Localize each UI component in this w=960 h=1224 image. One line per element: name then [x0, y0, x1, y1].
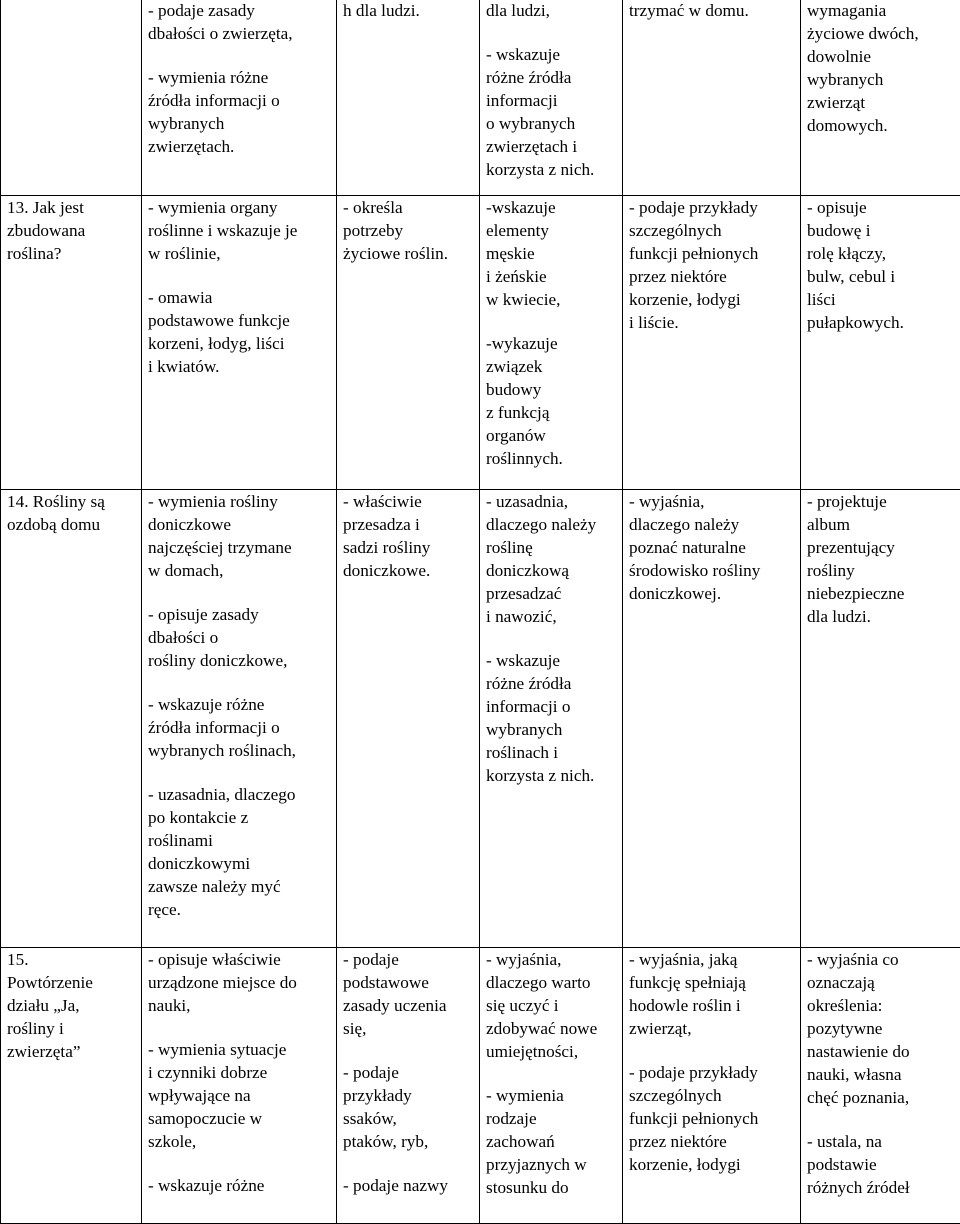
cell-basic-requirements — [142, 948, 337, 1224]
paragraph-gap — [343, 1040, 475, 1061]
cell-basic-requirements — [142, 196, 337, 490]
paragraph-gap — [343, 1153, 475, 1174]
paragraph-gap — [486, 22, 618, 43]
cell-intermediate-requirements — [480, 490, 623, 948]
cell-topic — [1, 948, 142, 1224]
cell-extended-requirements — [337, 948, 480, 1224]
cell-paragraph: - podaje przykłady szczególnych funkcji pełnionych przez niektóre korzenie, łodygi — [629, 1061, 796, 1176]
cell-topic — [1, 490, 142, 948]
cell-paragraph: - określa potrzeby życiowe roślin. — [343, 196, 475, 265]
table-row — [1, 490, 960, 948]
cell-paragraph: - wskazuje różne — [148, 1174, 332, 1197]
cell-paragraph: - właściwie przesadza i sadzi rośliny doniczkowe. — [343, 490, 475, 582]
cell-intermediate-requirements — [480, 948, 623, 1224]
table-row — [1, 196, 960, 490]
paragraph-gap — [486, 311, 618, 332]
cell-advanced-requirements — [623, 0, 801, 196]
paragraph-gap — [148, 45, 332, 66]
cell-paragraph: - wyjaśnia, dlaczego należy poznać naturalne środowisko rośliny doniczkowej. — [629, 490, 796, 605]
cell-paragraph: - wymienia organy roślinne i wskazuje je w roślinie, — [148, 196, 332, 265]
cell-paragraph: - podaje zasady dbałości o zwierzęta, — [148, 0, 332, 45]
cell-paragraph: - uzasadnia, dlaczego należy roślinę doniczkową przesadzać i nawozić, — [486, 490, 618, 628]
cell-basic-requirements — [142, 490, 337, 948]
cell-paragraph: - wymienia rośliny doniczkowe najczęściej trzymane w domach, — [148, 490, 332, 582]
cell-paragraph: - podaje przykłady ssaków, ptaków, ryb, — [343, 1061, 475, 1153]
cell-paragraph: - uzasadnia, dlaczego po kontakcie z roślinami doniczkowymi zawsze należy myć ręce. — [148, 783, 332, 921]
cell-exceptional-requirements — [801, 490, 960, 948]
cell-paragraph: trzymać w domu. — [629, 0, 796, 22]
paragraph-gap — [148, 265, 332, 286]
cell-paragraph: - podaje podstawowe zasady uczenia się, — [343, 948, 475, 1040]
cell-paragraph: - opisuje właściwie urządzone miejsce do nauki, — [148, 948, 332, 1017]
cell-basic-requirements — [142, 0, 337, 196]
cell-paragraph: - wskazuje różne źródła informacji o wybranych roślinach i korzysta z nich. — [486, 649, 618, 787]
cell-exceptional-requirements — [801, 0, 960, 196]
paragraph-gap — [148, 1017, 332, 1038]
cell-paragraph: wymagania życiowe dwóch, dowolnie wybranych zwierząt domowych. — [807, 0, 957, 137]
cell-advanced-requirements — [623, 196, 801, 490]
cell-topic — [1, 0, 142, 196]
cell-paragraph: - omawia podstawowe funkcje korzeni, łodyg, liści i kwiatów. — [148, 286, 332, 378]
cell-advanced-requirements — [623, 490, 801, 948]
cell-paragraph: - wskazuje różne źródła informacji o wybranych roślinach, — [148, 693, 332, 762]
paragraph-gap — [486, 1063, 618, 1084]
cell-paragraph: - opisuje budowę i rolę kłączy, bulw, cebul i liści pułapkowych. — [807, 196, 957, 334]
cell-paragraph: -wykazuje związek budowy z funkcją organów roślinnych. — [486, 332, 618, 470]
paragraph-gap — [148, 762, 332, 783]
cell-paragraph: 14. Rośliny są ozdobą domu — [7, 490, 137, 536]
paragraph-gap — [629, 1040, 796, 1061]
table-body — [1, 0, 960, 1224]
paragraph-gap — [148, 672, 332, 693]
cell-extended-requirements — [337, 0, 480, 196]
cell-paragraph: - projektuje album prezentujący rośliny niebezpieczne dla ludzi. — [807, 490, 957, 628]
cell-intermediate-requirements — [480, 196, 623, 490]
table-row — [1, 0, 960, 196]
cell-topic — [1, 196, 142, 490]
cell-paragraph: dla ludzi, — [486, 0, 618, 22]
paragraph-gap — [148, 1153, 332, 1174]
cell-paragraph: - ustala, na podstawie różnych źródeł — [807, 1130, 957, 1199]
cell-exceptional-requirements — [801, 948, 960, 1224]
cell-advanced-requirements — [623, 948, 801, 1224]
cell-paragraph: - wyjaśnia, dlaczego warto się uczyć i zdobywać nowe umiejętności, — [486, 948, 618, 1063]
cell-paragraph: h dla ludzi. — [343, 0, 475, 22]
cell-paragraph: - wskazuje różne źródła informacji o wybranych zwierzętach i korzysta z nich. — [486, 43, 618, 181]
cell-intermediate-requirements — [480, 0, 623, 196]
cell-extended-requirements — [337, 490, 480, 948]
cell-paragraph: - wyjaśnia, jaką funkcję spełniają hodowle roślin i zwierząt, — [629, 948, 796, 1040]
paragraph-gap — [807, 1109, 957, 1130]
paragraph-gap — [148, 582, 332, 603]
table-row — [1, 948, 960, 1224]
cell-paragraph: - wymienia rodzaje zachowań przyjaznych w stosunku do — [486, 1084, 618, 1199]
cell-paragraph: - podaje przykłady szczególnych funkcji pełnionych przez niektóre korzenie, łodygi i liście. — [629, 196, 796, 334]
cell-paragraph: - wymienia sytuacje i czynniki dobrze wpływające na samopoczucie w szkole, — [148, 1038, 332, 1153]
cell-paragraph: - wymienia różne źródła informacji o wybranych zwierzętach. — [148, 66, 332, 158]
cell-paragraph: -wskazuje elementy męskie i żeńskie w kwiecie, — [486, 196, 618, 311]
paragraph-gap — [486, 628, 618, 649]
cell-extended-requirements — [337, 196, 480, 490]
cell-paragraph: - podaje nazwy — [343, 1174, 475, 1197]
cell-paragraph: 15. Powtórzenie działu „Ja, rośliny i zwierzęta” — [7, 948, 137, 1063]
cell-paragraph: 13. Jak jest zbudowana roślina? — [7, 196, 137, 265]
cell-paragraph: - wyjaśnia co oznaczają określenia: pozytywne nastawienie do nauki, własna chęć poznania, — [807, 948, 957, 1109]
cell-paragraph: - opisuje zasady dbałości o rośliny doniczkowe, — [148, 603, 332, 672]
cell-exceptional-requirements — [801, 196, 960, 490]
